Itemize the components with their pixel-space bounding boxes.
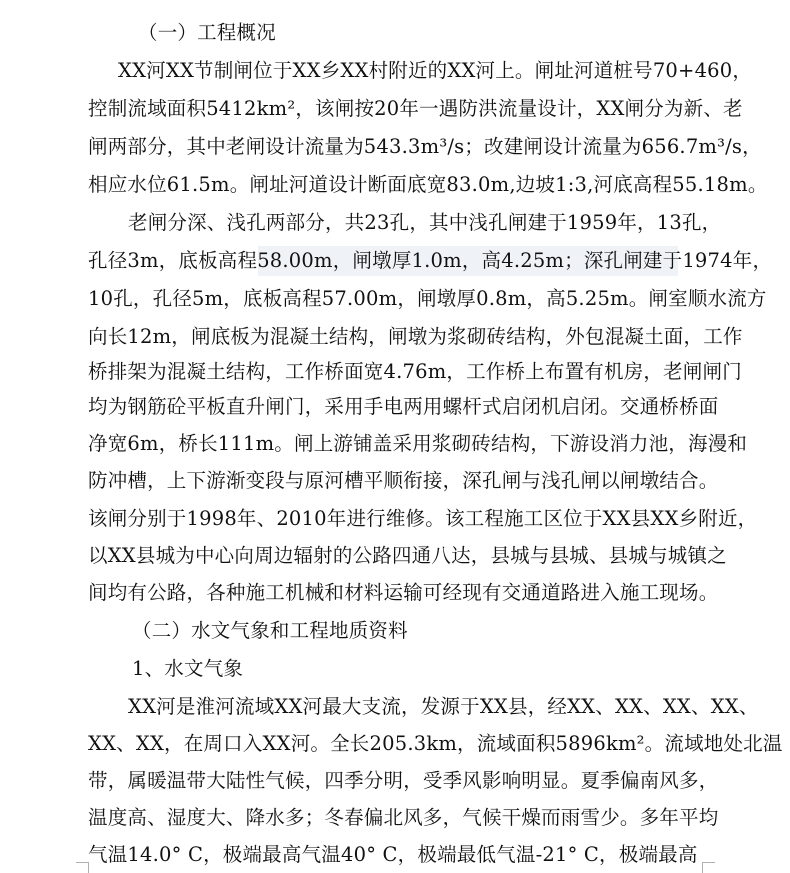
heading-hydrology-meteorology: 1、水文气象 — [132, 657, 244, 680]
paragraph-line: 带，属暖温带大陆性气候，四季分明，受季风影响明显。夏季偏南风多， — [88, 769, 719, 792]
paragraph-line: 均为钢筋砼平板直升闸门，采用手电两用螺杆式启闭机启闭。交通桥桥面 — [88, 395, 719, 418]
paragraph-line: 向长12m，闸底板为混凝土结构，闸墩为浆砌砖结构，外包混凝土面，工作 — [88, 325, 743, 348]
heading-hydrology-geology: （二）水文气象和工程地质资料 — [132, 619, 408, 642]
paragraph-line: 闸两部分，其中老闸设计流量为543.3m³/s；改建闸设计流量为656.7m³/s， — [88, 135, 762, 158]
paragraph-line: 温度高、湿度大、降水多；冬春偏北风多，气候干燥而雨雪少。多年平均 — [88, 806, 719, 829]
paragraph-line: 净宽6m，桥长111m。闸上游铺盖采用浆砌砖结构，下游设消力池，海漫和 — [88, 432, 748, 455]
paragraph-line: XX、XX，在周口入XX河。全长205.3km，流域面积5896km²。流域地处北温 — [88, 732, 783, 755]
paragraph-line: XX河是淮河流域XX河最大支流，发源于XX县，经XX、XX、XX、XX、 — [128, 695, 759, 718]
paragraph-line: 以XX县城为中心向周边辐射的公路四通八达，县城与县城、县城与城镇之 — [88, 544, 727, 567]
page-corner-marker — [76, 862, 89, 873]
paragraph-line: 老闸分深、浅孔两部分，共23孔，其中浅孔闸建于1959年，13孔， — [128, 211, 722, 234]
paragraph-line: 相应水位61.5m。闸址河道设计断面底宽83.0m,边坡1:3,河底高程55.18m。 — [88, 173, 768, 196]
paragraph-line: 防冲槽，上下游渐变段与原河槽平顺衔接，深孔闸与浅孔闸以闸墩结合。 — [88, 469, 719, 492]
paragraph-line: 10孔，孔径5m，底板高程57.00m，闸墩厚0.8m，高5.25m。闸室顺水流方 — [88, 287, 767, 310]
paragraph-line: 桥排架为混凝土结构，工作桥面宽4.76m，工作桥上布置有机房，老闸闸门 — [88, 360, 742, 383]
page-corner-marker — [702, 862, 715, 873]
paragraph-line: 该闸分别于1998年、2010年进行维修。该工程施工区位于XX县XX乡附近， — [88, 507, 758, 530]
paragraph-line: 控制流域面积5412km²，该闸按20年一遇防洪流量设计，XX闸分为新、老 — [88, 97, 743, 120]
paragraph-line: 孔径3m，底板高程58.00m，闸墩厚1.0m，高4.25m；深孔闸建于1974年， — [88, 249, 773, 272]
paragraph-line: 间均有公路，各种施工机械和材料运输可经现有交通道路进入施工现场。 — [88, 581, 719, 604]
heading-project-overview: （一）工程概况 — [138, 21, 276, 44]
paragraph-line: XX河XX节制闸位于XX乡XX村附近的XX河上。闸址河道桩号70+460， — [118, 59, 753, 82]
paragraph-line: 气温14.0° C，极端最高气温40° C，极端最低气温-21° C，极端最高 — [88, 843, 698, 866]
